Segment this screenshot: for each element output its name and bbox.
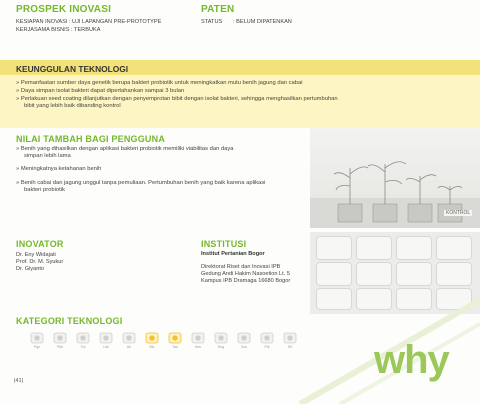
kontrol-label: KONTROL — [446, 210, 471, 216]
keunggulan-item-3: » Perlakuan seed coating dilanjutkan dengan penyemprotan bibit dengan isolat bakteri, sehingga menghasilkan pertumbuhan — [16, 96, 338, 102]
kategori-icon-label: Trp — [80, 345, 86, 349]
kategori-title: KATEGORI TEKNOLOGI — [16, 316, 123, 326]
prospek-title: PROSPEK INOVASI — [16, 4, 112, 15]
kategori-icon-label: Air — [126, 345, 132, 349]
inovator-name-2: Prof. Dr. M. Syukur — [16, 259, 64, 265]
nilai-item-3: » Benih cabai dan jagung unggul tanpa pemuliaan. Pertumbuhan benih yang baik karena aplikasi — [16, 180, 266, 186]
keunggulan-title: KEUNGGULAN TEKNOLOGI — [16, 64, 129, 74]
inovator-title: INOVATOR — [16, 239, 64, 249]
paten-title: PATEN — [201, 4, 235, 15]
nilai-item-2: » Meningkatnya ketahanan benih — [16, 166, 102, 172]
kategori-icon-label: Bio — [149, 345, 155, 349]
kesiapan-text: KESIAPAN INOVASI : UJI LAPANGAN PRE-PROTOTYPE — [16, 19, 162, 25]
nilai-title: NILAI TAMBAH BAGI PENGGUNA — [16, 134, 166, 144]
nilai-item-1-cont: simpan lebih lama — [24, 153, 71, 159]
kerjasama-text: KERJASAMA BISNIS : TERBUKA — [16, 27, 101, 33]
inovator-name-3: Dr. Giyanto — [16, 266, 44, 272]
keunggulan-item-3-cont: bibit yang lebih baik dibanding kontrol — [24, 103, 121, 109]
institusi-title: INSTITUSI — [201, 239, 247, 249]
institusi-line-2: Gedung Andi Hakim Nasoetion Lt. 5 — [201, 271, 290, 277]
kategori-icon-label: Pkb — [57, 345, 63, 349]
kategori-icon-label: Kes — [195, 345, 201, 349]
kategori-icon-label: Prk — [264, 345, 270, 349]
institusi-line-1: Direktorat Riset dan Inovasi IPB — [201, 264, 281, 270]
kategori-icon-label: Eng — [217, 345, 225, 349]
kategori-icon-label: Sos — [241, 345, 247, 349]
paten-status-label: STATUS — [201, 19, 223, 25]
nilai-item-1: » Benih yang dihasilkan dengan aplikasi bakteri probiotik memiliki viabilitas dan daya — [16, 146, 234, 152]
kategori-icon-label: Tan — [172, 345, 178, 349]
paten-status-value: : BELUM DIPATENKAN — [233, 19, 292, 25]
keunggulan-item-2: » Daya simpan isolat bakteri dapat dipertahankan sampai 3 bulan — [16, 88, 185, 94]
institusi-line-3: Kampus IPB Dramaga 16680 Bogor — [201, 278, 291, 284]
kategori-icon-label: TIK — [287, 345, 293, 349]
kategori-icon-label: Pgn — [33, 345, 41, 349]
why-logo: why — [374, 338, 449, 382]
nilai-item-3-cont: bakteri probiotik — [24, 187, 65, 193]
kategori-icon-label: Lhk — [103, 345, 109, 349]
page-number: |41| — [14, 378, 23, 384]
institusi-name: Institut Pertanian Bogor — [201, 251, 265, 257]
keunggulan-item-1: » Pemanfaatan sumber daya genetik berupa bakteri probiotik untuk meningkatkan mutu benih jagung dan cabai — [16, 80, 303, 86]
inovator-name-1: Dr. Eny Widajati — [16, 252, 56, 258]
